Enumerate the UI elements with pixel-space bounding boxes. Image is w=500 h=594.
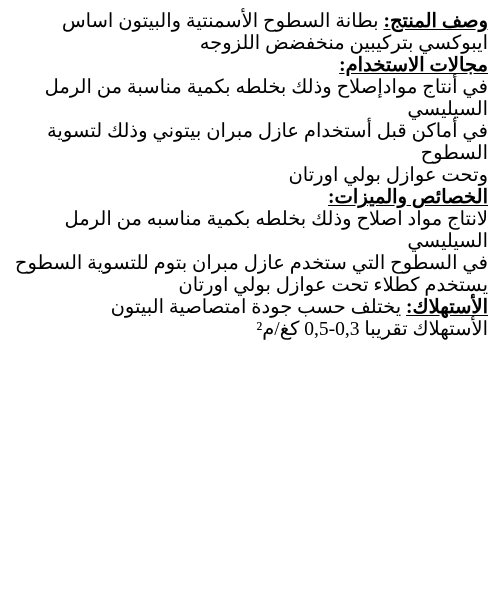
features-line-1: لانتاج مواد اصلاح وذلك بخلطه بكمية مناسبه من الرمل bbox=[64, 209, 488, 230]
features-line-4: يستخدم كطلاء تحت عوازل بولي اورتان bbox=[178, 275, 488, 296]
description-line-2: ايبوكسي بتركيبين منخفضض اللزوجه bbox=[199, 33, 488, 54]
consumption-text-1: يختلف حسب جودة امتصاصية البيتون bbox=[110, 297, 407, 318]
applications-line-1: في أنتاج موادإصلاح وذلك بخلطه بكمية مناسبة من الرمل bbox=[44, 77, 488, 98]
consumption-label: الأستهلاك: bbox=[406, 297, 488, 318]
consumption-line-1 bbox=[36, 297, 488, 319]
features-line-2: السيليسي bbox=[407, 231, 488, 252]
applications-line-4: السطوح bbox=[420, 143, 488, 164]
product-sheet bbox=[14, 11, 488, 341]
description-label: وصف المنتج: bbox=[383, 11, 488, 32]
description-text-1: بطانة السطوح الأسمنتية والبيتون اساس bbox=[61, 11, 384, 32]
applications-line-3: في أماكن قبل أستخدام عازل مبران بيتوني وذلك لتسوية bbox=[46, 121, 488, 142]
applications-heading: مجالات الاستخدام: bbox=[339, 55, 488, 76]
features-line-3: في السطوح التي ستخدم عازل مبران بتوم للتسوية السطوح bbox=[14, 253, 488, 274]
features-heading: الخصائص والميزات: bbox=[328, 187, 488, 208]
consumption-line-2: الأستهلاك تقريبا 0,3-0,5 كغ/م² bbox=[256, 319, 488, 340]
description-line-1 bbox=[36, 11, 488, 33]
applications-line-5: وتحت عوازل بولي اورتان bbox=[288, 165, 488, 186]
applications-line-2: السيليسي bbox=[407, 99, 488, 120]
